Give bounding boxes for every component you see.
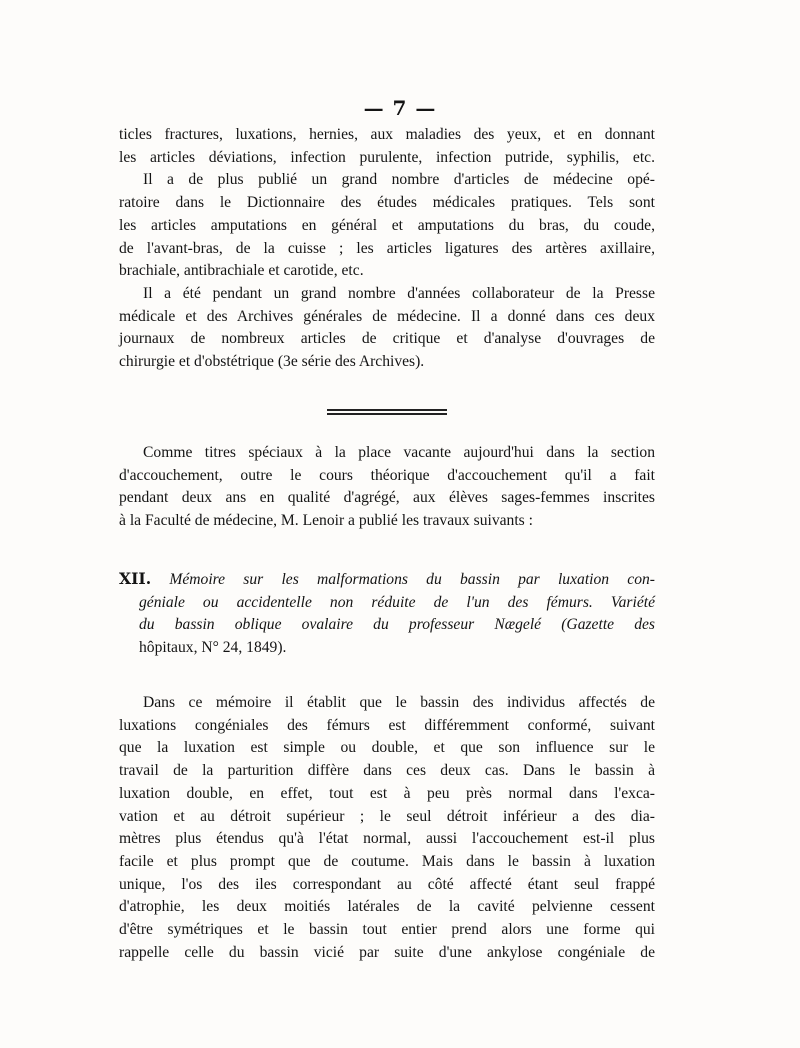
entry-title-line: du bassin oblique ovalaire du professeur Nægelé (Gazette des (139, 616, 655, 634)
text-line: d'atrophie, les deux moitiés latérales de la cavité pelvienne cessent (119, 898, 655, 916)
page-number: — 7 — (363, 96, 437, 120)
text-line: médicale et des Archives générales de médecine. Il a donné dans ces deux (119, 307, 655, 325)
publication-entry-xii (119, 568, 655, 660)
text-line: les articles amputations en général et amputations du bras, du coude, (119, 216, 655, 234)
text-line: Il a été pendant un grand nombre d'années collaborateur de la Presse (143, 284, 655, 302)
text-line: d'accouchement, outre le cours théorique d'accouchement qu'il a fait (119, 466, 655, 484)
text-line: rappelle celle du bassin vicié par suite d'une ankylose congéniale de (119, 943, 655, 961)
text-line: pendant deux ans en qualité d'agrégé, aux élèves sages-femmes inscrites (119, 489, 655, 507)
double-rule-divider (327, 409, 447, 417)
text-line: facile et plus prompt que de coutume. Mais dans le bassin à luxation (119, 852, 655, 870)
text-line: de l'avant-bras, de la cuisse ; les articles ligatures des artères axillaire, (119, 239, 655, 257)
text-line: Comme titres spéciaux à la place vacante aujourd'hui dans la section (143, 444, 655, 461)
entry-title-line: géniale ou accidentelle non réduite de l'un des fémurs. Variété (139, 593, 655, 611)
paragraph-block-2 (119, 442, 655, 533)
entry-number: XII. (119, 569, 152, 588)
text-line: vation et au détroit supérieur ; le seul détroit inférieur a des dia- (119, 807, 655, 825)
text-line: ratoire dans le Dictionnaire des études médicales pratiques. Tels sont (119, 194, 655, 212)
text-line: Dans ce mémoire il établit que le bassin des individus affectés de (143, 694, 655, 711)
text-line: unique, l'os des iles correspondant au côté affecté étant seul frappé (119, 875, 655, 893)
text-line: à la Faculté de médecine, M. Lenoir a publié les travaux suivants : (119, 512, 533, 530)
text-line: que la luxation est simple ou double, et que son influence sur le (119, 739, 655, 757)
text-line: travail de la parturition diffère dans ces deux cas. Dans le bassin à (119, 762, 655, 780)
text-line: brachiale, antibrachiale et carotide, etc. (119, 262, 364, 280)
text-line: ticles fractures, luxations, hernies, aux maladies des yeux, et en donnant (119, 126, 655, 143)
entry-title-line: hôpitaux, N° 24, 1849). (139, 639, 287, 657)
text-line: les articles déviations, infection purulente, infection putride, syphilis, etc. (119, 148, 655, 166)
text-line: Il a de plus publié un grand nombre d'articles de médecine opé- (143, 171, 655, 189)
text-line: journaux de nombreux articles de critique et d'analyse d'ouvrages de (119, 330, 655, 348)
entry-title-line: Mémoire sur les malformations du bassin par luxation con- (169, 571, 656, 588)
paragraph-block-1 (119, 124, 655, 374)
paragraph-block-4 (119, 692, 655, 964)
text-line: mètres plus étendus qu'à l'état normal, aussi l'accouchement est-il plus (119, 830, 655, 848)
text-line: luxations congéniales des fémurs est différemment conformé, suivant (119, 716, 655, 734)
text-line: d'être symétriques et le bassin tout entier prend alors une forme qui (119, 921, 655, 939)
text-line: luxation double, en effet, tout est à peu près normal dans l'exca- (119, 784, 655, 802)
text-line: chirurgie et d'obstétrique (3e série des Archives). (119, 353, 425, 371)
